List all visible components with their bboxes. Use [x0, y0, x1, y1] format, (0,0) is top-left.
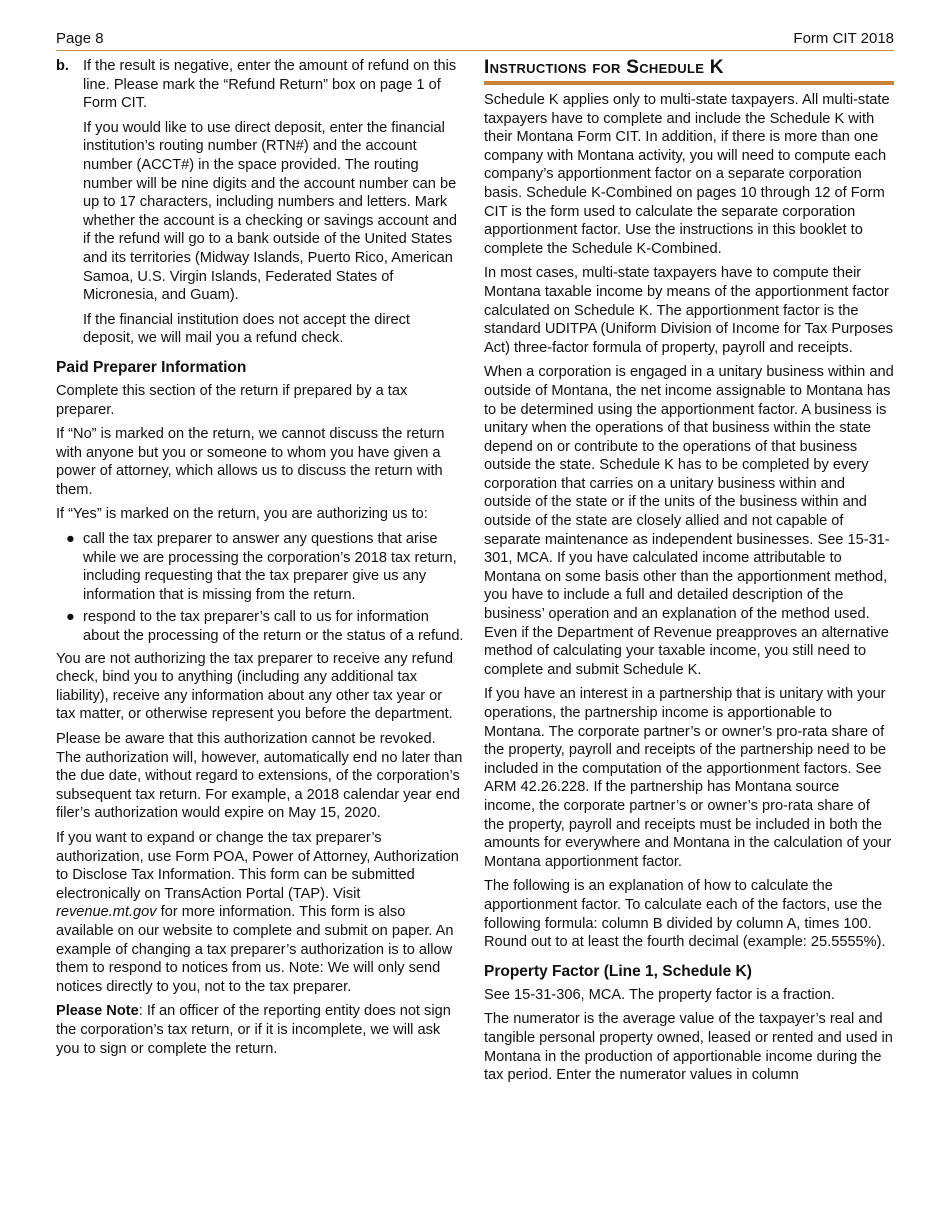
- text: for more information. This form is also available on our website to complete and submit on paper. An example of changing a tax preparer’s authorization is to allow them to respond to notices from us. Note: We will only send notices directly to you, not to the tax preparer.: [56, 904, 454, 995]
- right-column: [484, 57, 894, 1091]
- paragraph: Complete this section of the return if prepared by a tax preparer.: [56, 382, 408, 418]
- bullet-icon: ●: [66, 609, 75, 626]
- text: If you want to expand or change the tax preparer’s authorization, use Form POA, Power of Attorney, Authorization to Disclose Tax Information. This form can be submitted electronically on TransAction Portal (TAP). Visit: [56, 829, 459, 902]
- list-item: [56, 608, 464, 645]
- section-title: Instructions for Schedule K: [484, 57, 894, 85]
- please-note: [56, 1002, 464, 1058]
- item-b-paragraph: If the result is negative, enter the amount of refund on this line. Please mark the “Refund Return” box on page 1 of Form CIT.: [83, 58, 457, 112]
- left-column: [56, 57, 464, 1064]
- item-b-paragraph: If the financial institution does not accept the direct deposit, we will mail you a refund check.: [83, 311, 410, 347]
- paragraph: In most cases, multi-state taxpayers have to compute their Montana taxable income by means of the apportionment factor calculated on Schedule K. The apportionment factor is the standard UDITPA (Uniform Division of Income for Tax Purposes Act) three-factor formula of property, payroll and receipts.: [484, 265, 894, 356]
- paragraph: Please be aware that this authorization cannot be revoked. The authorization will, however, automatically end no later than the due date, without regard to extensions, of the corporation’s subsequent tax return. For example, a 2018 calendar year end filer’s authorization would expire on May 15, 2020.: [56, 731, 463, 822]
- page-header: [56, 30, 894, 51]
- note-text: : If an officer of the reporting entity does not sign the corporation’s tax return, or if it is incomplete, we will ask you to sign or complete the return.: [56, 1003, 451, 1057]
- list-item-text: respond to the tax preparer’s call to us for information about the processing of the return or the status of a refund.: [83, 609, 464, 645]
- item-b-label: b.: [56, 58, 69, 74]
- authorization-list: [56, 530, 464, 646]
- paragraph: [56, 829, 464, 996]
- paragraph: The numerator is the average value of the taxpayer’s real and tangible personal property owned, leased or rented and used in Montana in the production of apportionable income during the tax period. Enter the numerator values in column: [484, 1011, 893, 1084]
- paragraph: Schedule K applies only to multi-state taxpayers. All multi-state taxpayers have to complete and include the Schedule K with their Montana Form CIT. In addition, if there is more than one company with Montana activity, you will need to compute each company’s apportionment factor on a separate corporation basis. Schedule K-Combined on pages 10 through 12 of Form CIT is the form used to calculate the separate corporation apportionment factor. Use the instructions in this booklet to complete the Schedule K-Combined.: [484, 92, 890, 257]
- bullet-icon: ●: [66, 531, 75, 548]
- paragraph: You are not authorizing the tax preparer to receive any refund check, bind you to anything (including any additional tax liability), receive any information about any other tax year or tax matter, or otherwise represent you before the department.: [56, 650, 453, 723]
- paragraph: The following is an explanation of how to calculate the apportionment factor. To calculate each of the factors, use the following formula: column B divided by column A, times 100. Round out to at least the fourth decimal (example: 25.5555%).: [484, 878, 886, 951]
- paragraph: If you have an interest in a partnership that is unitary with your operations, the partnership income is apportionable to Montana. The corporate partner’s or owner’s pro-rata share of the property, payroll and receipts of the partnership need to be included in the computation of the apportionment factors. See ARM 42.26.228. If the partnership has Montana source income, the corporate partner’s or owner’s pro-rata share of the property, payroll and receipts must be included in both the amounts for everywhere and Montana in the calculation of your Montana apportionment factor.: [484, 686, 892, 870]
- website-link[interactable]: revenue.mt.gov: [56, 904, 157, 921]
- page-number: Page 8: [56, 30, 104, 47]
- item-b-paragraph: If you would like to use direct deposit, enter the financial institution’s routing number (RTN#) and the account number (ACCT#) in the space provided. The routing number will be nine digits and the account number can be up to 17 characters, including numbers and letters. Mark whether the account is a checking or savings account and if the refund will go to a bank outside of the United States and its territories (Midway Islands, Puerto Rico, American Samoa, U.S. Virgin Islands, Federated States of Micronesia, and Guam).: [83, 119, 457, 304]
- note-label: Please Note: [56, 1003, 139, 1020]
- item-b: [56, 57, 464, 348]
- paragraph: When a corporation is engaged in a unitary business within and outside of Montana, the net income assignable to Montana has to be determined using the apportionment factor. A business is unitary when the operations of that business within the state depend on or contribute to the operations of that business outside the state. Schedule K has to be completed by every corporation that carries on a unitary business within and outside of the state or if the units of the business within and outside of the state are closely allied and not capable of separate maintenance as independent businesses. See 15-31-301, MCA. If you have calculated income attributable to Montana on some basis other than the apportionment method, you have to include a full and detailed description of the business’ operation and an explanation of the method used. Even if the Department of Revenue preapproves an alternative method of calculating your taxable income, you still need to complete and submit Schedule K.: [484, 364, 894, 678]
- list-item-text: call the tax preparer to answer any questions that arise while we are processing the corporation’s 2018 tax return, including requesting that the tax preparer give us any information that is missing from the return.: [83, 531, 457, 603]
- property-factor-heading: Property Factor (Line 1, Schedule K): [484, 962, 752, 980]
- form-name: Form CIT 2018: [793, 30, 894, 47]
- paragraph: If “No” is marked on the return, we cannot discuss the return with anyone but you or someone to whom you have given a power of attorney, which allows us to discuss the return with them.: [56, 426, 445, 498]
- preparer-heading: Paid Preparer Information: [56, 358, 247, 376]
- list-item: [56, 530, 464, 604]
- paragraph: See 15-31-306, MCA. The property factor is a fraction.: [484, 986, 835, 1003]
- paragraph: If “Yes” is marked on the return, you are authorizing us to:: [56, 506, 428, 523]
